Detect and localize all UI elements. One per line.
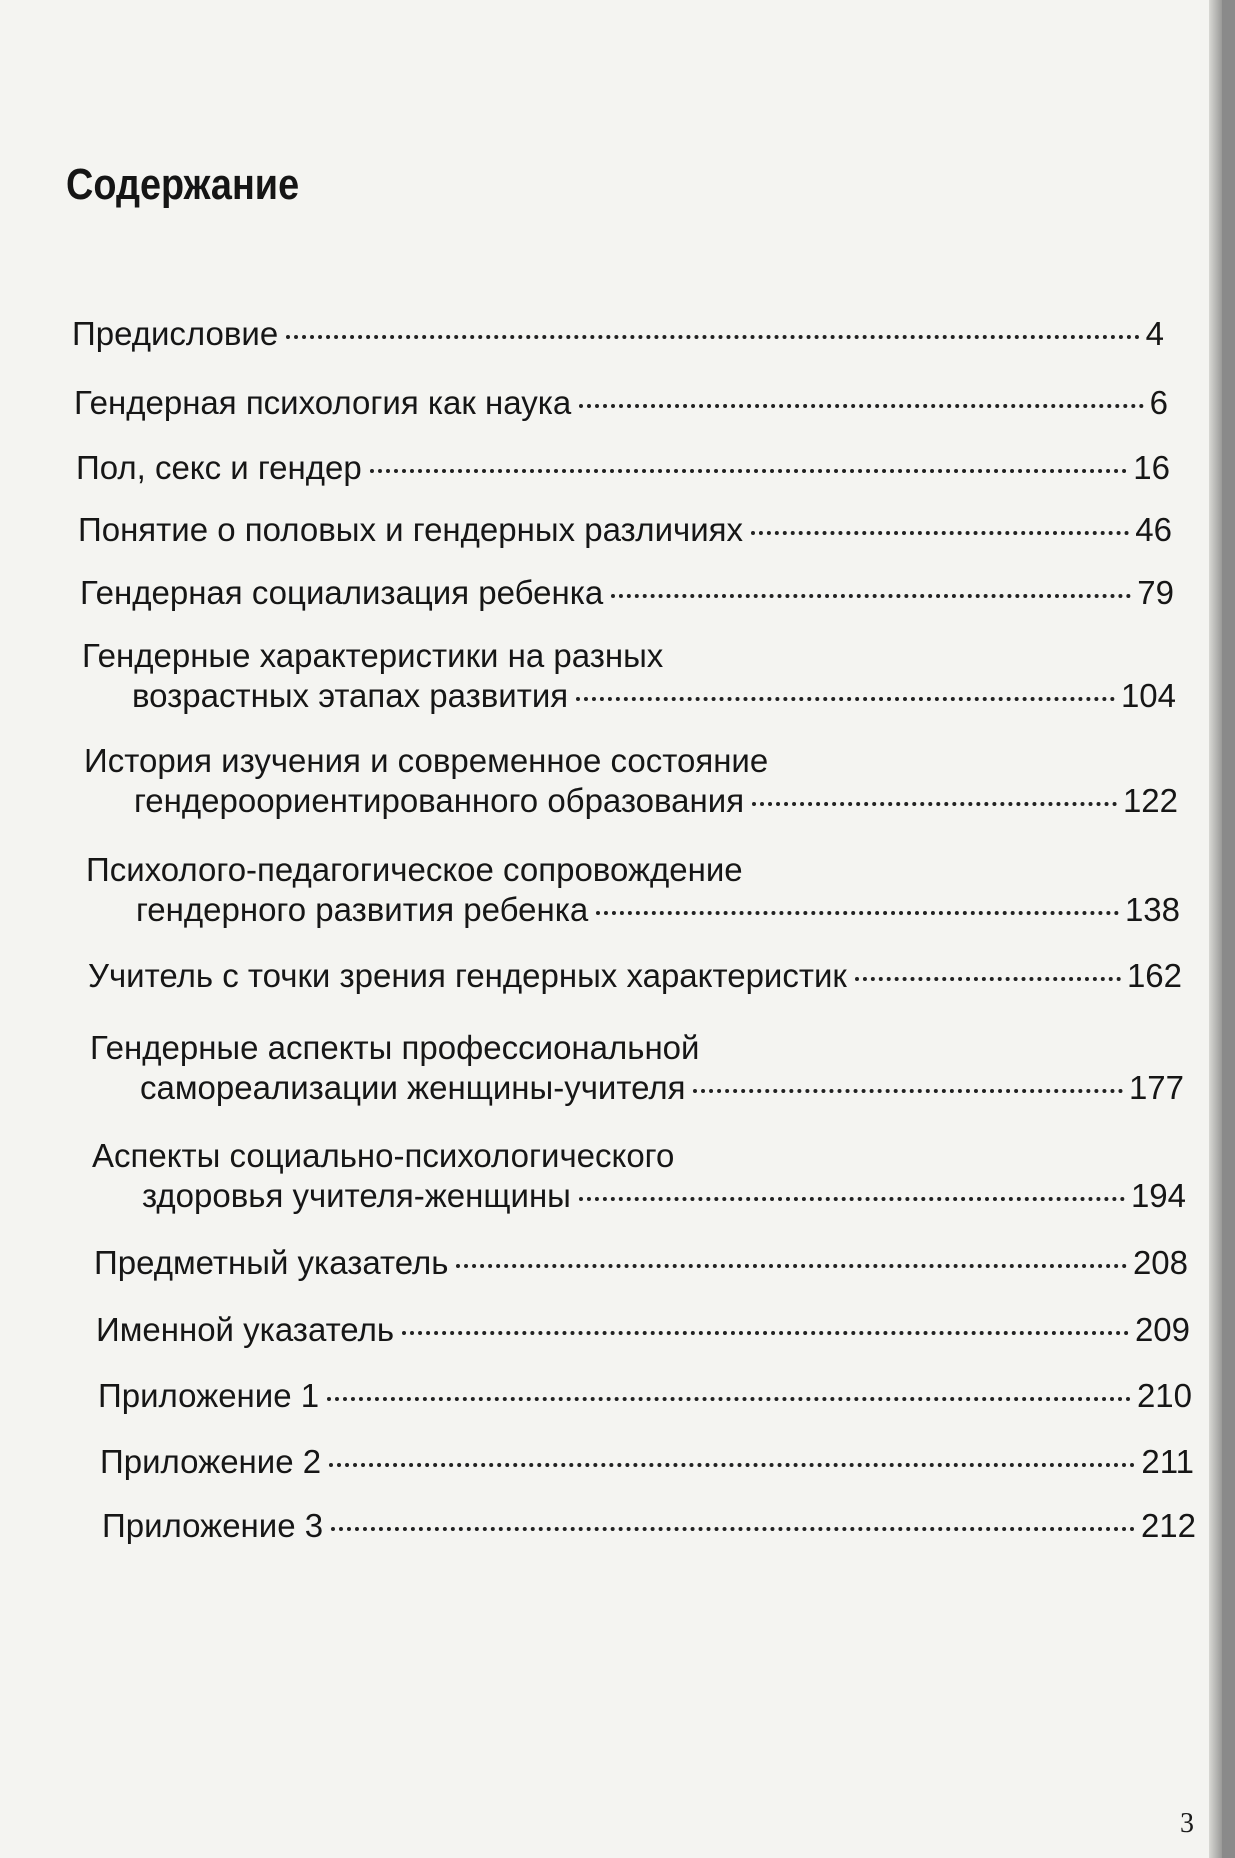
toc-entry-title: Предисловие [72,315,279,352]
toc-entry-page: 208 [1132,1244,1188,1281]
toc-entry-title: Гендерная социализация ребенка [80,574,604,611]
toc-entry-history-education [84,743,1178,819]
toc-entry-title: здоровья учителя-женщины [142,1177,571,1214]
toc-entry-social-psych-health [92,1138,1186,1214]
toc-title: Содержание [66,160,300,209]
toc-entry-title: самореализации женщины-учителя [140,1069,686,1106]
toc-entry-title-line1: Психолого-педагогическое сопровождение [86,851,743,888]
toc-leader-dots [327,1397,1131,1401]
toc-entry-title-line1: Гендерные аспекты профессиональной [90,1029,700,1066]
toc-leader-dots [456,1264,1127,1268]
toc-leader-dots [751,531,1129,535]
toc-entry-sex-gender-differences [78,512,1172,548]
toc-entry-teacher-gender [88,958,1182,994]
toc-entry-title: Учитель с точки зрения гендерных характеристик [88,957,847,994]
toc-entry-preface [72,316,1164,352]
toc-entry-page: 122 [1122,782,1178,819]
toc-entry-appendix-1 [98,1378,1192,1414]
toc-entry-gender-psychology-science [74,385,1168,421]
toc-entry-title-line1: Аспекты социально-психологического [92,1137,675,1174]
toc-entry-page: 209 [1134,1311,1190,1348]
toc-entry-title: гендерного развития ребенка [136,891,589,928]
toc-entry-page: 6 [1149,384,1168,421]
toc-entry-page: 4 [1145,315,1164,352]
toc-entry-subject-index [94,1245,1188,1281]
toc-leader-dots [331,1527,1135,1531]
toc-entry-title: Приложение 2 [100,1443,322,1480]
toc-entry-appendix-2 [100,1444,1194,1480]
toc-entry-page: 46 [1135,511,1172,548]
toc-entry-title: Приложение 3 [102,1507,324,1544]
page-number: 3 [1180,1808,1194,1839]
toc-entry-page: 16 [1133,449,1170,486]
toc-leader-dots [855,977,1121,981]
toc-entry-professional-self-realization [90,1030,1184,1106]
toc-entry-title-line1: История изучения и современное состояние [84,742,769,779]
toc-entry-name-index [96,1312,1190,1348]
toc-leader-dots [596,911,1119,915]
toc-entry-appendix-3 [102,1508,1196,1544]
toc-entry-page: 212 [1140,1507,1196,1544]
toc-entry-psycho-pedagogical-support [86,852,1180,928]
toc-leader-dots [693,1089,1122,1093]
toc-entry-page: 211 [1141,1443,1194,1480]
toc-entry-title: Пол, секс и гендер [76,449,362,486]
toc-entry-title: Предметный указатель [94,1244,449,1281]
toc-leader-dots [329,1463,1135,1467]
toc-entry-title: Именной указатель [96,1311,395,1348]
toc-entry-gender-characteristics-ages [82,638,1176,714]
toc-leader-dots [576,697,1115,701]
toc-entry-sex-and-gender [76,450,1170,486]
toc-leader-dots [579,404,1143,408]
toc-entry-title: Приложение 1 [98,1377,320,1414]
toc-entry-title: Понятие о половых и гендерных различиях [78,511,743,548]
toc-entry-page: 138 [1124,891,1180,928]
toc-entry-title: возрастных этапах развития [132,677,569,714]
toc-entry-title: гендероориентированного образования [134,782,745,819]
toc-entry-page: 104 [1120,677,1176,714]
toc-entry-title-line1: Гендерные характеристики на разных [82,637,664,674]
toc-leader-dots [370,469,1128,473]
toc-entry-title: Гендерная психология как наука [74,384,572,421]
toc-leader-dots [611,594,1131,598]
toc-leader-dots [752,802,1117,806]
toc-entry-page: 162 [1126,957,1182,994]
toc-entry-page: 177 [1128,1069,1184,1106]
toc-leader-dots [286,335,1139,339]
toc-entry-page: 79 [1137,574,1174,611]
toc-entry-page: 194 [1130,1177,1186,1214]
toc-entry-page: 210 [1136,1377,1192,1414]
toc-entry-gender-socialization [80,575,1174,611]
toc-leader-dots [402,1331,1129,1335]
toc-leader-dots [579,1197,1125,1201]
